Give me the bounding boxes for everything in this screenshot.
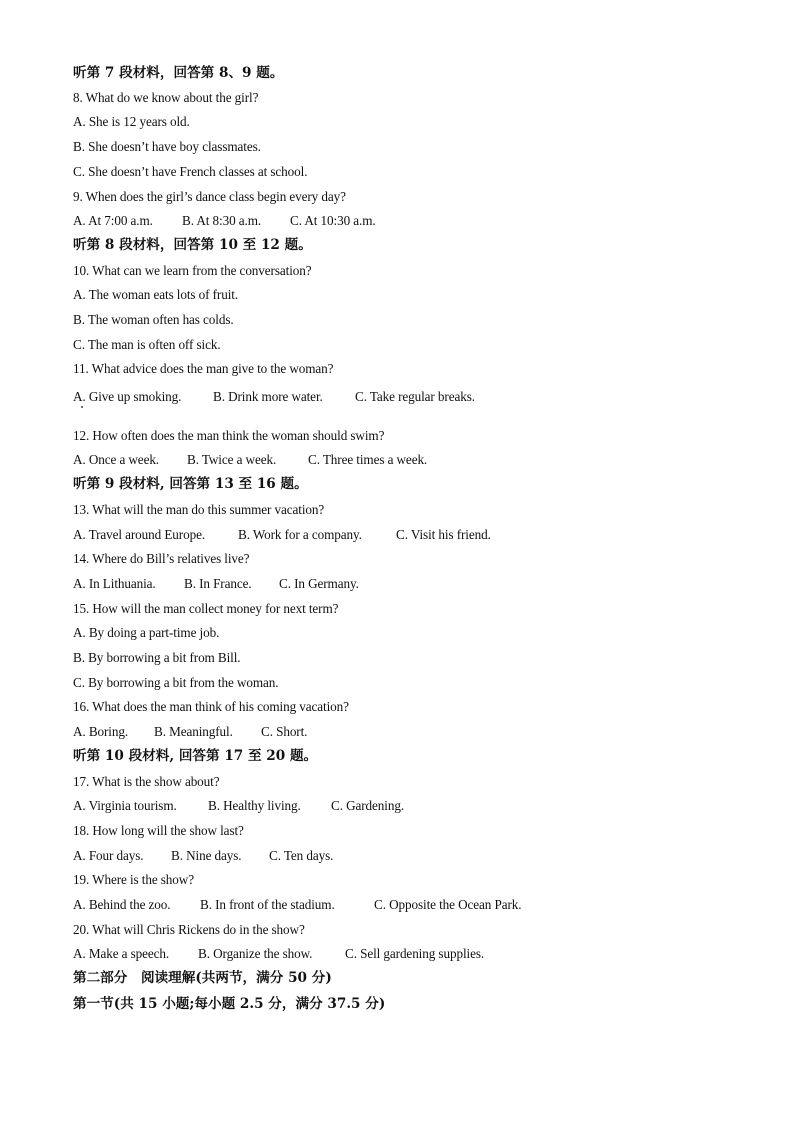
question-16-options [73,724,307,740]
question-9-option-b: B. At 8:30 a.m. [182,213,262,228]
question-13-option-c: C. Visit his friend. [396,527,491,542]
question-15-option-a: A. By doing a part-time job. [73,625,220,640]
question-11-option-b: B. Drink more water. [213,389,323,404]
question-13-option-b: B. Work for a company. [238,527,362,542]
question-13-option-a: A. Travel around Europe. [73,527,206,542]
question-12-option-a: A. Once a week. [73,452,160,467]
stray-mark [81,406,83,408]
question-13-options [73,527,491,543]
question-20-options [73,946,484,962]
question-19-option-c: C. Opposite the Ocean Park. [374,897,522,912]
question-14-options [73,576,359,592]
question-20-option-b: B. Organize the show. [198,946,313,961]
question-16-option-a: A. Boring. [73,724,129,739]
question-11-option-a: A. Give up smoking. [73,389,182,404]
question-11: 11. What advice does the man give to the woman? [73,361,334,376]
question-10-option-a: A. The woman eats lots of fruit. [73,287,239,302]
question-8-option-a: A. She is 12 years old. [73,114,190,129]
question-18-option-c: C. Ten days. [269,848,334,863]
question-11-option-c: C. Take regular breaks. [355,389,475,404]
question-18-options [73,848,333,864]
question-20: 20. What will Chris Rickens do in the show? [73,922,305,937]
question-9: 9. When does the girl’s dance class begin every day? [73,189,346,204]
question-11-options [73,389,475,405]
question-17-options [73,798,404,814]
question-20-option-c: C. Sell gardening supplies. [345,946,485,961]
question-19-options [73,897,521,913]
question-8-option-c: C. She doesn’t have French classes at school. [73,164,308,179]
question-15-option-b: B. By borrowing a bit from Bill. [73,650,241,665]
question-17: 17. What is the show about? [73,774,220,789]
question-15-option-c: C. By borrowing a bit from the woman. [73,675,279,690]
question-10-option-c: C. The man is often off sick. [73,337,221,352]
question-17-option-a: A. Virginia tourism. [73,798,177,813]
question-8: 8. What do we know about the girl? [73,90,259,105]
question-20-option-a: A. Make a speech. [73,946,170,961]
section-one-heading: 第一节(共 15 小题;每小题 2.5 分，满分 37.5 分) [73,996,386,1012]
question-9-option-a: A. At 7:00 a.m. [73,213,153,228]
section-heading-7: 听第 7 段材料，回答第 8、9 题。 [73,65,284,81]
question-12-option-b: B. Twice a week. [187,452,277,467]
question-9-options [73,213,376,229]
question-15: 15. How will the man collect money for next term? [73,601,339,616]
question-14-option-b: B. In France. [184,576,252,591]
question-10-option-b: B. The woman often has colds. [73,312,234,327]
question-9-option-c: C. At 10:30 a.m. [290,213,376,228]
question-8-option-b: B. She doesn’t have boy classmates. [73,139,261,154]
section-heading-8: 听第 8 段材料，回答第 10 至 12 题。 [73,237,312,253]
question-12-option-c: C. Three times a week. [308,452,428,467]
part-two-heading: 第二部分 阅读理解(共两节，满分 50 分) [73,970,332,986]
section-heading-10: 听第 10 段材料, 回答第 17 至 20 题。 [73,748,318,764]
question-17-option-b: B. Healthy living. [208,798,301,813]
question-13: 13. What will the man do this summer vacation? [73,502,325,517]
question-10: 10. What can we learn from the conversation? [73,263,312,278]
question-18-option-b: B. Nine days. [171,848,242,863]
question-12-options [73,452,427,468]
question-16-option-b: B. Meaningful. [154,724,233,739]
question-19-option-a: A. Behind the zoo. [73,897,171,912]
question-18: 18. How long will the show last? [73,823,244,838]
question-17-option-c: C. Gardening. [331,798,405,813]
question-18-option-a: A. Four days. [73,848,144,863]
question-19: 19. Where is the show? [73,872,194,887]
question-12: 12. How often does the man think the woman should swim? [73,428,385,443]
question-14: 14. Where do Bill’s relatives live? [73,551,250,566]
question-19-option-b: B. In front of the stadium. [200,897,335,912]
question-14-option-a: A. In Lithuania. [73,576,156,591]
section-heading-9: 听第 9 段材料, 回答第 13 至 16 题。 [73,476,308,492]
question-16: 16. What does the man think of his coming vacation? [73,699,349,714]
question-14-option-c: C. In Germany. [279,576,359,591]
question-16-option-c: C. Short. [261,724,308,739]
